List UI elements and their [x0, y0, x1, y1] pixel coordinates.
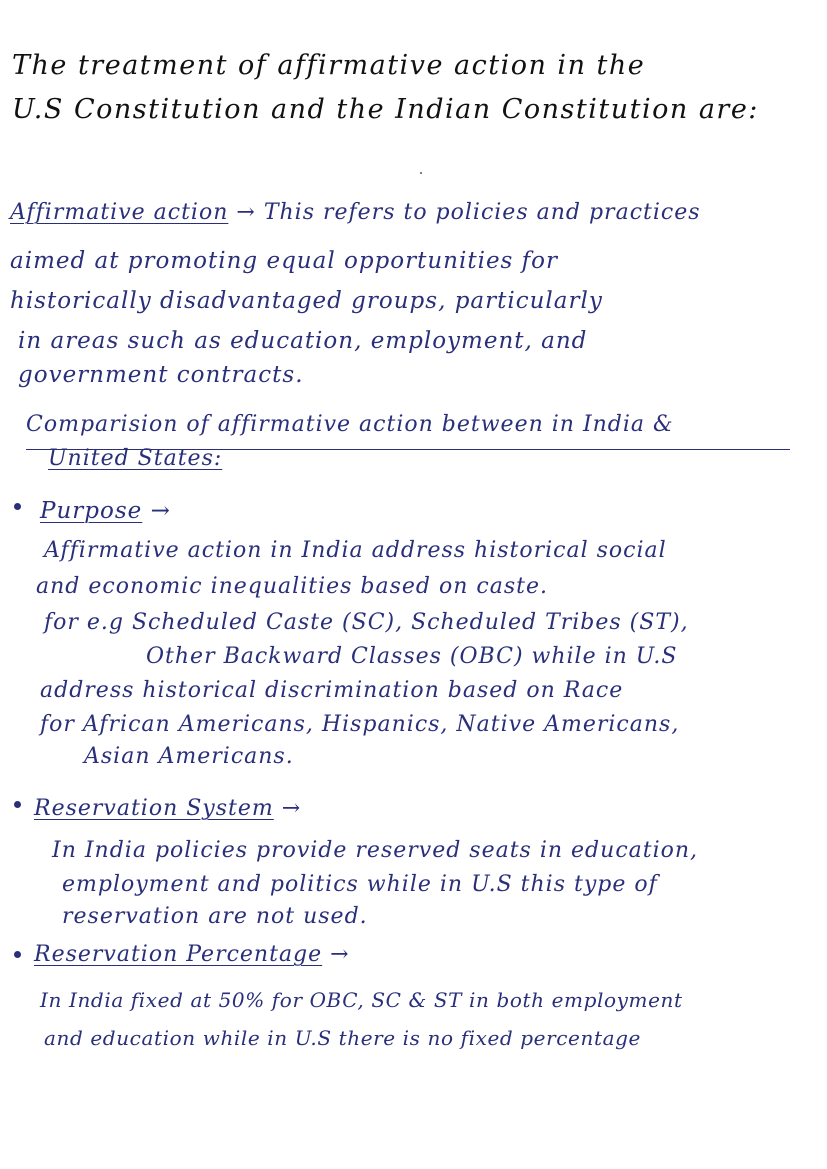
reservation-percentage-line-2: and education while in U.S there is no fixed percentage: [44, 1026, 641, 1050]
reservation-system-heading-row: [34, 796, 301, 821]
purpose-arrow: →: [150, 498, 171, 524]
purpose-line-3: for e.g Scheduled Caste (SC), Scheduled Tribes (ST),: [44, 610, 689, 635]
definition-line-2: aimed at promoting equal opportunities for: [10, 248, 559, 274]
reservation-percentage-line-1: In India fixed at 50% for OBC, SC & ST in both employment: [40, 988, 683, 1012]
definition-first-line: [10, 200, 701, 225]
comparison-heading-line-1: Comparision of affirmative action between in India &: [26, 412, 674, 437]
definition-line-1: This refers to policies and practices: [263, 200, 701, 225]
bullet-reservation-percentage: [14, 951, 21, 958]
purpose-heading: Purpose: [40, 498, 143, 524]
reservation-percentage-heading-row: [34, 942, 350, 967]
bullet-reservation-system: [14, 801, 21, 808]
reservation-system-arrow: →: [281, 796, 302, 821]
stray-mark: [420, 172, 422, 174]
definition-arrow: →: [236, 200, 256, 225]
purpose-line-5: address historical discrimination based on Race: [40, 678, 624, 703]
comparison-heading-line-2: United States:: [48, 446, 223, 471]
definition-term: Affirmative action: [10, 200, 229, 225]
definition-line-5: government contracts.: [18, 362, 304, 388]
title-line-1: The treatment of affirmative action in the: [12, 50, 646, 81]
reservation-percentage-arrow: →: [330, 942, 350, 967]
title-line-2: U.S Constitution and the Indian Constitution are:: [12, 94, 759, 125]
reservation-system-line-1: In India policies provide reserved seats in education,: [52, 838, 699, 863]
bullet-purpose: [14, 503, 21, 510]
definition-line-3: historically disadvantaged groups, particularly: [10, 288, 603, 314]
reservation-system-line-3: reservation are not used.: [62, 904, 368, 929]
purpose-line-4: Other Backward Classes (OBC) while in U.S: [146, 644, 678, 669]
purpose-line-7: Asian Americans.: [84, 744, 294, 769]
purpose-line-2: and economic inequalities based on caste.: [36, 574, 548, 599]
purpose-line-6: for African Americans, Hispanics, Native Americans,: [40, 712, 680, 737]
reservation-percentage-heading: Reservation Percentage: [34, 942, 323, 967]
reservation-system-heading: Reservation System: [34, 796, 274, 821]
definition-line-4: in areas such as education, employment, and: [18, 328, 588, 354]
purpose-heading-row: [40, 498, 171, 524]
reservation-system-line-2: employment and politics while in U.S this type of: [62, 872, 658, 897]
purpose-line-1: Affirmative action in India address historical social: [44, 538, 667, 563]
